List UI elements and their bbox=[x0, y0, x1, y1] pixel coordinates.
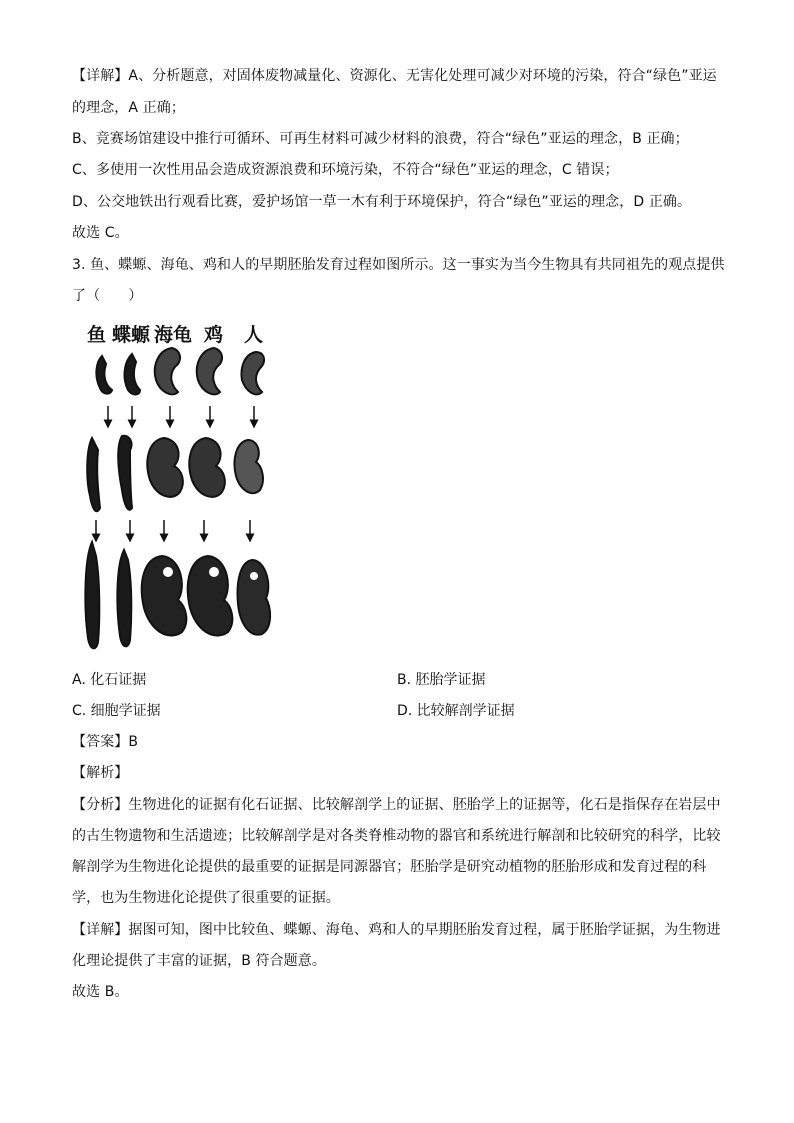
analysis-line-1: 【分析】生物进化的证据有化石证据、比较解剖学上的证据、胚胎学上的证据等，化石是指保存在岩层中 bbox=[72, 797, 721, 813]
fish-embryo-stage2 bbox=[87, 438, 100, 511]
analysis-line-4: 学，也为生物进化论提供了很重要的证据。 bbox=[72, 890, 340, 906]
embryo-drawings bbox=[82, 320, 282, 656]
detail-line-1: 【详解】A、分析题意，对固体废物减量化、资源化、无害化处理可减少对环境的污染，符合“绿色”亚运 bbox=[72, 68, 717, 84]
turtle-embryo-stage2 bbox=[147, 438, 183, 497]
salamander-embryo-stage3 bbox=[117, 550, 131, 646]
detail-line-5: D、公交地铁出行观看比赛，爱护场馆一草一木有利于环境保护，符合“绿色”亚运的理念，D 正确。 bbox=[72, 194, 692, 210]
chicken-embryo-stage3 bbox=[188, 556, 233, 636]
option-b: B. 胚胎学证据 bbox=[397, 672, 486, 688]
human-embryo-stage1 bbox=[242, 352, 264, 394]
explanation-line-3: 故选 B。 bbox=[72, 984, 129, 1000]
detail-line-3: B、竞赛场馆建设中推行可循环、可再生材料可减少材料的浪费，符合“绿色”亚运的理念，B 正确； bbox=[72, 131, 689, 147]
analysis-line-2: 的古生物遗物和生活遗迹；比较解剖学是对各类脊椎动物的器官和系统进行解剖和比较研究的科学，比较 bbox=[72, 828, 721, 844]
answer-line: 【答案】B bbox=[72, 734, 139, 750]
option-c: C. 细胞学证据 bbox=[72, 703, 161, 719]
question-line-1: 3. 鱼、蝶螈、海龟、鸡和人的早期胚胎发育过程如图所示。这一事实为当今生物具有共同祖先的观点提供 bbox=[72, 257, 725, 273]
human-embryo-stage3 bbox=[238, 560, 271, 635]
option-a: A. 化石证据 bbox=[72, 672, 147, 688]
analysis-line-3: 解剖学为生物进化论提供的最重要的证据是同源器官；胚胎学是研究动植物的胚胎形成和发育过程的科 bbox=[72, 859, 707, 875]
chicken-embryo-stage1 bbox=[197, 348, 222, 394]
detail-line-6: 故选 C。 bbox=[72, 225, 129, 241]
question-line-2: 了（ ） bbox=[72, 288, 143, 304]
label-chicken: 鸡 bbox=[204, 324, 224, 346]
label-human: 人 bbox=[244, 324, 264, 346]
detail-line-4: C、多使用一次性用品会造成资源浪费和环境污染，不符合“绿色”亚运的理念，C 错误； bbox=[72, 162, 619, 178]
detail-line-2: 的理念，A 正确； bbox=[72, 100, 185, 116]
turtle-embryo-stage1 bbox=[155, 348, 180, 394]
embryo-figure bbox=[82, 320, 282, 656]
analysis-heading: 【解析】 bbox=[72, 765, 129, 781]
human-embryo-stage2 bbox=[235, 440, 263, 493]
turtle-embryo-stage3 bbox=[142, 556, 187, 636]
fish-embryo-stage1 bbox=[96, 356, 112, 394]
salamander-embryo-stage2 bbox=[118, 436, 132, 510]
explanation-line-2: 化理论提供了丰富的证据，B 符合题意。 bbox=[72, 953, 326, 969]
label-salamander: 蝶螈 bbox=[112, 324, 151, 346]
fish-embryo-stage3 bbox=[85, 542, 99, 648]
label-fish: 鱼 bbox=[87, 324, 107, 346]
chicken-embryo-stage2 bbox=[189, 438, 225, 497]
label-turtle: 海龟 bbox=[154, 324, 193, 346]
explanation-line-1: 【详解】据图可知，图中比较鱼、蝶螈、海龟、鸡和人的早期胚胎发育过程，属于胚胎学证据，为生物进 bbox=[72, 922, 721, 938]
option-d: D. 比较解剖学证据 bbox=[397, 703, 515, 719]
salamander-embryo-stage1 bbox=[125, 354, 140, 395]
